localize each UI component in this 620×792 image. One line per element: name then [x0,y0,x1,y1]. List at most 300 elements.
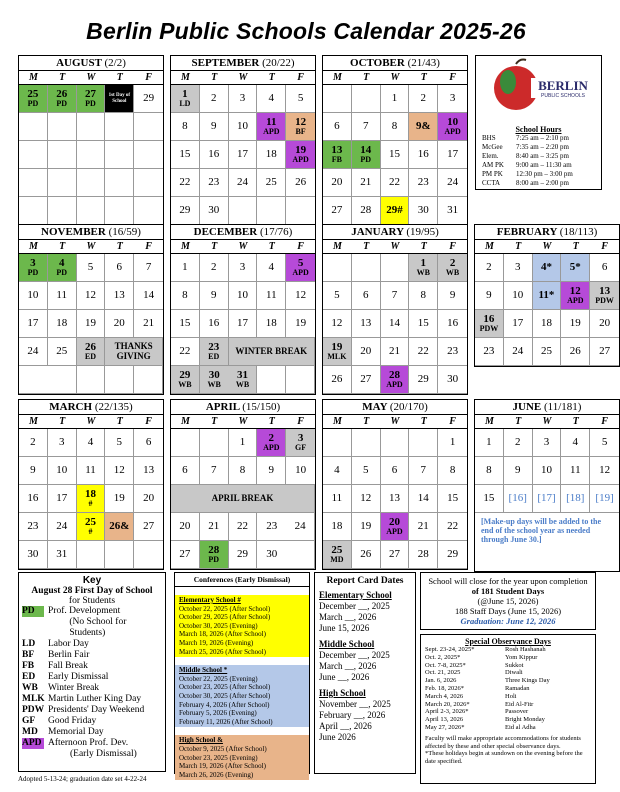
weekday: T [211,241,218,252]
day-cell [409,254,438,282]
day-cell [171,513,200,541]
day-cell [286,141,315,169]
day-number: 20 [599,316,611,329]
day-cell [19,541,48,569]
day-number: 25 [331,543,343,556]
day-cell [381,282,410,310]
day-cell [381,141,410,169]
day-number: 23 [208,175,220,188]
weekday: M [180,241,190,252]
day-cell [134,429,163,457]
day-cell [105,513,134,541]
day-number: 5 [334,288,340,301]
day-tag: PD [85,99,96,109]
observance-row: Oct. 7-8, 2025* Sukkot [425,661,524,669]
section-heading: High School & [179,736,223,745]
day-number: 7 [210,463,217,476]
empty-cell [19,113,48,141]
day-number: 5 [362,463,369,476]
day-cell [48,457,77,485]
day-cell [504,485,533,513]
weekday: M [180,416,190,427]
day-cell [229,113,258,141]
day-cell [504,254,533,282]
day-number: 30 [208,203,220,216]
empty-cell [352,429,381,457]
day-cell [77,254,106,282]
day-number: [18] [566,491,585,504]
day-number: 16 [208,316,220,329]
day-number: 31 [236,368,248,381]
rc-row: March __, 2026 [319,612,377,622]
day-cell [286,113,315,141]
day-cell [561,429,590,457]
day-number: 28 [208,543,220,556]
month-count: (2/2) [104,57,126,69]
day-number: 10 [540,463,552,476]
day-number: 9 [449,288,456,301]
day-cell [19,282,48,310]
day-cell [257,254,286,282]
day-tag: APD [567,296,584,306]
day-tag: PD [208,555,220,565]
day-cell [286,513,315,541]
day-number: 24 [294,519,306,532]
month-name: MAY [362,401,388,413]
conferences-box [174,572,310,779]
day-cell [438,338,467,366]
day-number: 26 [295,175,307,188]
close-line-4: 188 Staff Days (June 15, 2026) [454,606,562,616]
day-cell [171,113,200,141]
day-cell [381,197,410,225]
key-row: MD Memorial Day [22,727,104,737]
day-number: 19 [331,340,343,353]
key-row: (Early Dismissal) [70,749,137,759]
empty-cell [19,197,48,225]
day-cell [257,457,286,485]
day-number: 12 [569,284,581,297]
day-cell [19,429,48,457]
day-number: 9 [210,119,217,132]
day-tag: LD [179,99,191,109]
day-cell [409,169,438,197]
june-note: [Make-up days will be added to the end of the school year as needed through June 30.] [481,517,602,544]
section-row: October 23, 2025 (After School) [179,683,271,692]
month-name: AUGUST [56,57,102,69]
logo-subtext: PUBLIC SCHOOLS [541,93,585,99]
day-cell [438,513,467,541]
day-cell [48,513,77,541]
day-cell [48,282,77,310]
weekday-header [171,240,315,254]
day-number: 5 [87,260,94,273]
day-cell [77,485,106,513]
empty-cell [77,366,106,394]
day-cell [229,254,258,282]
day-cell [590,310,619,338]
observance-row: Jan. 6, 2026 Three Kings Day [425,677,550,685]
weekday: M [28,72,38,83]
day-tag: FB [331,155,343,165]
empty-cell [409,429,438,457]
logo-text: BERLIN [538,78,588,93]
weekday: W [390,72,400,83]
day-cell [229,85,258,113]
observance-row: Oct. 2, 2025* Yom Kippur [425,653,538,661]
day-cell [438,254,467,282]
day-number: 6 [391,463,398,476]
weekday: M [28,241,38,252]
empty-cell [48,169,77,197]
day-number: 6 [362,288,369,301]
day-tag: APD [263,127,280,137]
day-cell [504,429,533,457]
day-cell [257,282,286,310]
day-cell [200,254,229,282]
section-row: March 19, 2026 (After School) [179,762,266,771]
weekday: M [332,416,342,427]
day-number: 9 [210,288,217,301]
month-count: (15/150) [242,401,281,413]
key-row: PD Prof. Development [22,606,121,616]
day-number: 2 [449,256,456,269]
day-cell [438,457,467,485]
day-cell [323,282,352,310]
section-row: March 19, 2026 (Evening) [179,638,254,647]
day-cell [171,457,200,485]
day-number: 5* [569,260,581,273]
observance-row: April 13, 2026 Bright Monday [425,716,545,724]
day-number: 16 [27,491,39,504]
day-tag: MLK [327,352,347,362]
weekday: T [363,72,370,83]
month-mar [18,399,164,570]
day-cell [381,457,410,485]
empty-cell [48,366,77,394]
day-cell [475,254,504,282]
day-cell [409,366,438,394]
day-cell [286,282,315,310]
day-number: 27 [331,203,343,216]
month-name: SEPTEMBER [191,57,260,69]
day-cell [409,513,438,541]
day-cell [323,141,352,169]
day-cell [134,254,163,282]
day-cell [134,513,163,541]
day-number: 12 [84,288,96,301]
weekday: T [116,416,123,427]
day-number: 8 [449,463,456,476]
section-row: October 29, 2025 (After School) [179,613,271,622]
month-nov [18,224,164,395]
day-cell [286,85,315,113]
day-tag: APD [444,127,461,137]
day-number: 23 [208,340,220,353]
day-number: 19 [360,519,372,532]
day-tag: # [88,527,93,537]
day-tag: APD [386,527,403,537]
obs-note-1: Faculty will make appropriate accommodations for students affected by these and other special observance days. [425,734,581,750]
rc-section [319,639,411,683]
empty-cell [77,169,106,197]
day-tag: WB [178,380,192,390]
day-cell [323,485,352,513]
weekday: W [238,416,248,427]
observance-row: Oct. 21, 2025 Diwali [425,669,523,677]
day-cell [134,485,163,513]
weekday-header [323,415,467,429]
day-number: 15 [179,316,191,329]
day-tag: APD [292,155,309,165]
day-number: 7 [145,260,152,273]
weekday: T [211,416,218,427]
month-dec [170,224,316,395]
day-cell [438,85,467,113]
day-number: 14 [388,316,400,329]
empty-cell [352,254,381,282]
day-number: 30 [208,368,220,381]
day-cell [105,282,134,310]
weekday: T [515,416,522,427]
hours-row: McGee 7:35 am – 2:20 pm [482,143,569,151]
day-number: 25 [27,87,39,100]
apple-logo-icon [476,56,601,114]
day-number: 11 [56,288,67,301]
weekday: M [484,241,494,252]
day-cell [19,338,48,366]
weekday: F [145,416,152,427]
day-number: 24 [56,519,68,532]
day-cell [409,310,438,338]
day-cell [438,485,467,513]
day-cell [48,338,77,366]
day-number: 12 [599,463,611,476]
day-cell [229,169,258,197]
day-number: 17 [56,491,68,504]
day-number: 3 [297,431,304,444]
empty-cell [48,113,77,141]
day-number: 20 [388,515,400,528]
weekday: F [145,241,152,252]
weekday: W [542,241,552,252]
day-number: 7 [420,463,427,476]
day-cell [286,169,315,197]
observance-row: Sept. 23-24, 2025* Rosh Hashanah [425,646,546,653]
day-cell [229,282,258,310]
day-number: 6 [145,435,152,448]
day-cell [409,85,438,113]
day-cell [409,282,438,310]
day-cell [48,85,77,113]
day-cell [352,457,381,485]
day-tag: PDW [595,296,614,306]
day-cell [200,338,229,366]
month-count: (20/22) [262,57,295,69]
month-name: FEBRUARY [496,226,558,238]
key-title: Key [82,575,102,586]
day-number: 4 [58,256,65,269]
day-cell [323,169,352,197]
rc-row: April __, 2026 [319,721,372,731]
weekday: T [420,416,427,427]
day-number: 22 [236,519,248,532]
day-number: 27 [388,547,400,560]
section-heading: Middle School * [179,666,228,675]
empty-cell [323,85,352,113]
day-number: 6 [182,463,188,476]
day-cell [200,366,229,394]
day-cell [77,338,106,366]
day-number: 11 [265,288,277,301]
day-cell [105,85,134,113]
key-row: ED Early Dismissal [22,672,109,682]
day-number: 10 [56,463,68,476]
day-tag: PD [56,268,68,278]
day-number: 17 [27,316,39,329]
day-number: 31 [56,547,68,560]
day-cell [200,85,229,113]
day-number: 26 [331,372,343,385]
day-number: 26 [360,547,372,560]
month-count: (16/59) [108,226,141,238]
day-cell [257,85,286,113]
day-number: 13 [143,463,155,476]
day-number: 4 [87,435,94,448]
day-cell [200,197,229,225]
day-number: 10 [512,288,524,301]
day-cell [77,429,106,457]
rc-row: March __, 2026 [319,661,377,671]
day-cell [105,429,134,457]
empty-cell [286,541,315,569]
close-line-1: School will close for the year upon completion [428,576,588,586]
conf-title: Conferences (Early Dismissal) [175,573,309,587]
day-cell [381,338,410,366]
day-cell [590,338,619,366]
day-cell [504,282,533,310]
day-cell [105,457,134,485]
day-label: THANKS GIVING [114,341,153,361]
day-number: 19 [295,316,307,329]
day-number: 20 [179,519,191,532]
day-cell [19,310,48,338]
day-number: 25 [56,344,68,357]
hours-title: School Hours [515,125,562,134]
day-tag: PDW [479,324,499,334]
day-number: 8 [182,119,188,132]
rc-row: June 15, 2026 [319,623,370,633]
rc-row: December __, 2025 [319,650,390,660]
conf-elementary [175,595,309,657]
empty-cell [286,197,315,225]
rc-heading: High School [319,688,366,698]
hours-row: PM PK 12:30 pm – 3:00 pm [482,170,573,178]
key-row: APD Afternoon Prof. Dev. [22,738,129,748]
weekday: T [363,241,370,252]
rc-row: February __, 2026 [319,710,386,720]
day-cell [438,366,467,394]
day-number: 1 [449,435,456,448]
weekday: T [572,416,579,427]
day-number: 19 [295,143,307,156]
section-row: October 23, 2025 (Evening) [179,753,258,762]
day-cell [19,513,48,541]
weekday-header [323,71,467,85]
day-cell [475,310,504,338]
empty-cell [134,141,163,169]
day-cell [323,197,352,225]
key-row: WB Winter Break [22,683,100,693]
day-number: 16 [417,147,429,160]
month-header [19,400,163,415]
day-cell [352,197,381,225]
day-cell [257,429,286,457]
weekday: T [268,416,275,427]
day-tag: APD [292,268,309,278]
weekday: M [180,72,190,83]
day-tag: WB [207,380,221,390]
day-cell [590,282,619,310]
key-row: LD Labor Day [22,639,89,649]
month-name: JANUARY [351,226,404,238]
weekday: W [238,241,248,252]
empty-cell [105,366,134,394]
day-cell [105,254,134,282]
day-number: 10 [295,463,307,476]
day-tag: PD [360,155,372,165]
day-number: 25 [84,515,96,528]
day-cell [352,141,381,169]
day-cell [286,457,315,485]
close-line-3: (@June 15, 2026) [477,596,539,606]
rc-section [319,688,411,743]
day-number: 12 [295,288,307,301]
empty-cell [257,366,286,394]
day-cell [590,485,619,513]
day-number: 1 [182,87,188,100]
day-number: 22 [447,519,459,532]
day-cell [19,485,48,513]
empty-cell [105,197,134,225]
weekday: F [601,241,608,252]
day-number: 15 [388,147,400,160]
weekday: F [297,241,304,252]
weekday: T [211,72,218,83]
weekday: T [420,72,427,83]
day-cell [352,169,381,197]
day-number: 21 [208,519,220,532]
month-name: MARCH [49,401,93,413]
day-cell [381,169,410,197]
day-number: 4* [540,260,552,273]
empty-cell [200,429,229,457]
day-number: 2 [420,91,427,104]
section-row: February 4, 2026 (After School) [179,700,270,709]
weekday: T [363,416,370,427]
day-number: 24 [447,175,459,188]
observance-row: April 2-3, 2026* Passover [425,708,529,716]
day-number: 4 [572,435,579,448]
day-cell [590,254,619,282]
day-cell [352,113,381,141]
day-cell [381,366,410,394]
day-cell [409,457,438,485]
day-number: 17 [236,147,248,160]
adopted-note: Adopted 5-13-24; graduation date set 4-22-24 [18,775,147,783]
day-cell [352,282,381,310]
day-number: 8 [391,119,398,132]
